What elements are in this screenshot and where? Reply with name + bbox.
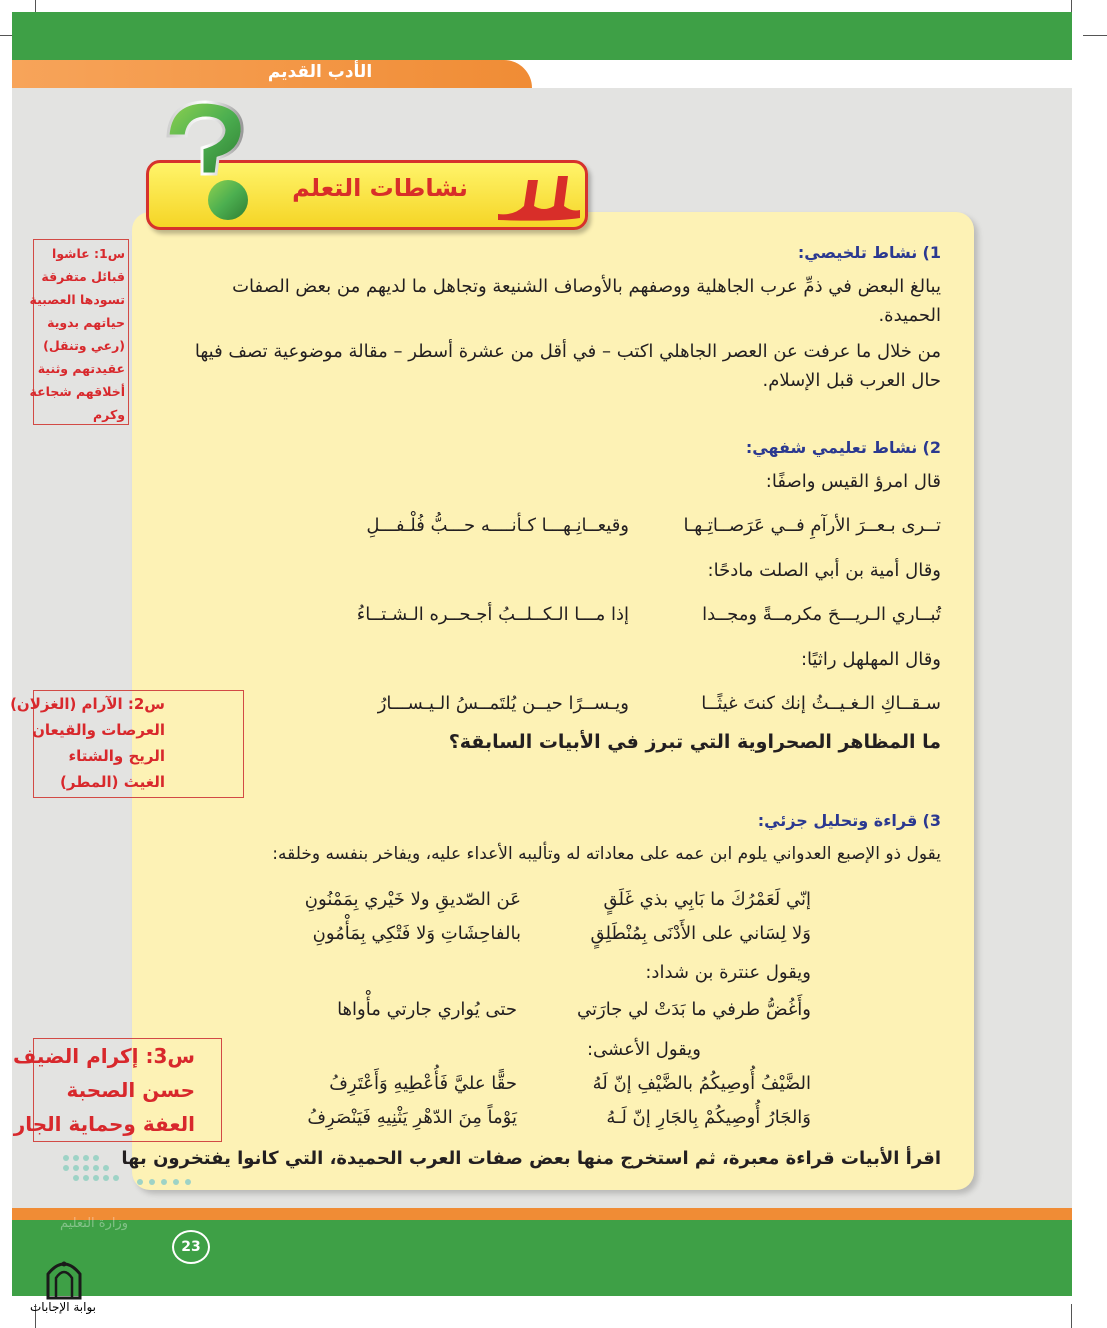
verse-first-half: وأَغُضُّ طرفي ما بَدَتْ لي جارَتي	[577, 999, 811, 1020]
crop-mark	[1083, 35, 1107, 36]
answer-line: العرصات والقيعان	[32, 721, 165, 739]
answer-line: (رعي وتنقل)	[43, 338, 125, 353]
poem-intro: ويقول الأعشى:	[586, 1039, 701, 1060]
answer-line: وكرم	[93, 407, 125, 422]
verse-second-half: بالفاحِشَاتِ وَلا فَتْكِي بِمَأْمُونِ	[312, 923, 521, 944]
activity1-number: 1)	[922, 243, 941, 262]
answer-line: س3: إكرام الضيف	[13, 1044, 195, 1068]
bottom-green-band	[12, 1220, 1072, 1296]
activity3-title: قراءة وتحليل جزئي:	[757, 811, 918, 830]
answer-line: عقيدتهم وثنية	[37, 361, 125, 376]
answer-line: الريح والشتاء	[68, 747, 165, 765]
answer-line: حسن الصحبة	[66, 1078, 195, 1102]
poem-intro: وقال أمية بن أبي الصلت مادحًا:	[707, 560, 941, 581]
activity1-title: نشاط تلخيصي:	[797, 243, 918, 262]
answer-line: حياتهم بدوية	[47, 315, 125, 330]
verse-second-half: إذا مـــا الـكــلــبُ أجـحــره الـشـتــاءُ	[356, 604, 629, 625]
top-green-band	[12, 12, 1072, 60]
bottom-orange-band	[12, 1208, 1072, 1220]
verse-second-half: ويـســرًا حيــن يُلتَمــسُ الـيـســـارُ	[377, 693, 629, 714]
activity3-heading	[758, 811, 941, 830]
dot-pattern-icon	[60, 1152, 200, 1192]
activity2-number: 2)	[922, 438, 941, 457]
activity1-line3: من خلال ما عرفت عن العصر الجاهلي اكتب – في أقل من عشرة أسطر – مقالة موضوعية تصف فيها	[194, 341, 941, 362]
banner-decoration-icon	[494, 166, 584, 222]
answer-line: س1: عاشوا	[52, 246, 125, 261]
chapter-title: الأدب القديم	[267, 62, 373, 82]
banner-title: نشاطات التعلم	[292, 174, 468, 202]
page-number: 23	[172, 1230, 210, 1264]
activity2-question: ما المظاهر الصحراوية التي تبرز في الأبيات السابقة؟	[448, 731, 941, 753]
answer-line: تسودها العصبية	[29, 292, 125, 307]
verse-first-half: إنّي لَعَمْرُكَ ما بَابِي بذي غَلَقٍ	[603, 889, 811, 910]
verse-second-half: حتى يُواري جارتي مأْواها	[337, 999, 517, 1020]
activity1-heading	[798, 243, 941, 262]
verse-first-half: سـقــاكِ الـغـيــثُ إنك كنتَ غيثًــا	[701, 693, 941, 714]
answer-box-2	[10, 690, 244, 798]
activity3-task: اقرأ الأبيات قراءة معبرة، ثم استخرج منها بعض صفات العرب الحميدة، التي كانوا يفتخرون بها	[121, 1148, 941, 1169]
activity2-heading	[746, 438, 941, 457]
activity1-line1: يبالغ البعض في ذمِّ عرب الجاهلية ووصفهم بالأوصاف الشنيعة وتجاهل ما لديهم من بعض الصفات	[232, 276, 941, 297]
verse-first-half: تُبــاري الـريـــحَ مكرمــةً ومجــدا	[702, 604, 941, 625]
verse-second-half: حقًّا عليَّ فَأُعْطِيهِ وَأَعْتَرِفُ	[329, 1073, 517, 1094]
verse-first-half: وَالجَارُ أُوصِيكُمْ بِالجَارِ إنّ لَـهُ	[606, 1107, 811, 1128]
answer-line: الغيث (المطر)	[60, 773, 165, 791]
poem-intro: وقال المهلهل راثيًا:	[800, 649, 941, 670]
verse-second-half: وقيعــانِـهـــا كـأنــــه حـــبُّ فُلْـفـــلِ	[366, 515, 629, 536]
poem-intro: يقول ذو الإصبع العدواني يلوم ابن عمه على معاداته له وتأليبه الأعداء عليه، ويفاخر بنفسه وخلقه:	[272, 844, 941, 864]
ministry-watermark: وزارة التعليم	[60, 1216, 129, 1231]
site-logo-icon	[44, 1256, 84, 1300]
verse-first-half: الضَّيْفُ أُوصِيكُمُ بالضَّيْفِ إنّ لَهُ	[592, 1073, 811, 1094]
question-mark-icon	[158, 96, 258, 224]
poem-intro: ويقول عنترة بن شداد:	[645, 962, 811, 983]
verse-second-half: يَوْماً مِنَ الدّهْرِ يَثْنِيهِ فَيَنْصَرِفُ	[307, 1107, 517, 1128]
verse-first-half: وَلا لِسَاني على الأَدْنَى بِمُنْطَلِقٍ	[590, 923, 811, 944]
activity2-title: نشاط تعليمي شفهي:	[745, 438, 918, 457]
activity1-line4: حال العرب قبل الإسلام.	[762, 370, 941, 391]
answer-box-1	[29, 239, 129, 425]
answer-line: س2: الآرام (الغزلان)	[10, 695, 165, 713]
answer-line: العفة وحماية الجار	[13, 1112, 195, 1136]
answer-line: قبائل متفرقة	[41, 269, 125, 284]
answer-box-3	[13, 1038, 222, 1142]
verse-first-half: تــرى بـعــرَ الأرآمِ فــي عَرَصــاتِـهـا	[683, 515, 941, 536]
activity1-line2: الحميدة.	[878, 305, 941, 326]
poem-intro: قال امرؤ القيس واصفًا:	[765, 471, 941, 492]
answer-line: أخلاقهم شجاعة	[29, 384, 125, 399]
site-name: بوابة الإجابات	[30, 1300, 97, 1314]
verse-second-half: عَن الصّديقِ ولا خَيْري بِمَمْنُونِ	[304, 889, 521, 910]
crop-mark	[1071, 1304, 1072, 1328]
activity3-number: 3)	[922, 811, 941, 830]
